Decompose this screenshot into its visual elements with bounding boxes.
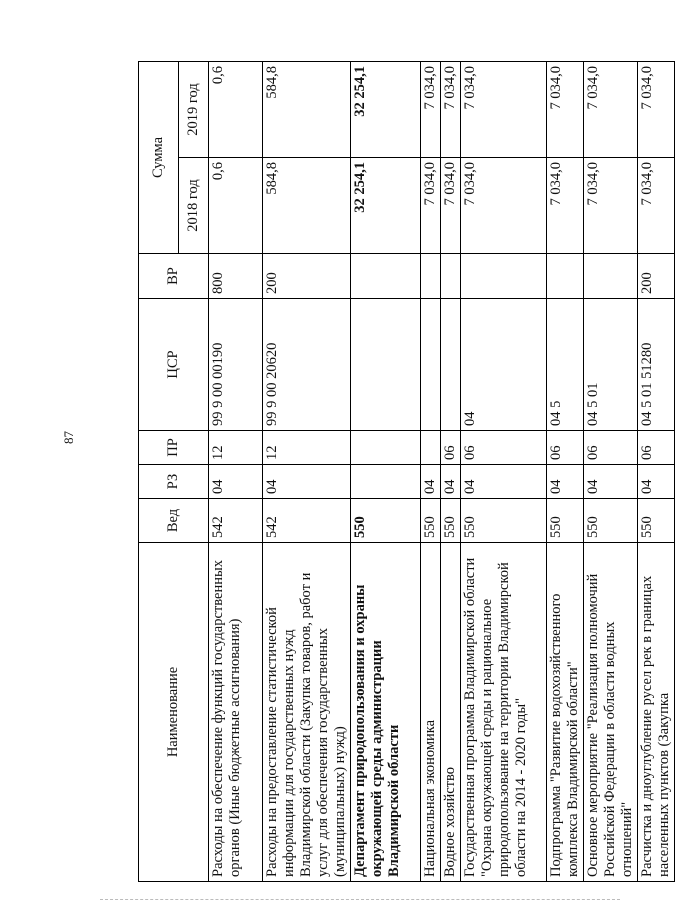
cell-rz: 04 — [441, 465, 461, 499]
page-number: 87 — [61, 431, 76, 444]
cell-vr — [441, 254, 461, 299]
table-row — [584, 62, 638, 882]
cell-csr: 99 9 00 00190 — [209, 299, 263, 431]
budget-table — [138, 61, 675, 882]
cell-vr — [547, 254, 584, 299]
rotated-table-container — [138, 62, 672, 882]
cell-2019: 7 034,0 — [638, 62, 675, 158]
cell-csr — [351, 299, 421, 431]
cell-name: Департамент природопользования и охраны окружающей среды администрации Владимирской области — [351, 543, 421, 882]
cell-pr: 12 — [263, 431, 351, 465]
cell-name: Расходы на обеспечение функций государственных органов (Иные бюджетные ассигнования) — [209, 543, 263, 882]
table-row — [461, 62, 547, 882]
cell-pr: 06 — [461, 431, 547, 465]
cell-vr — [351, 254, 421, 299]
cell-vr — [461, 254, 547, 299]
cell-2018: 7 034,0 — [441, 158, 461, 254]
cell-csr — [421, 299, 441, 431]
cell-pr: 06 — [584, 431, 638, 465]
header-year-2019: 2019 год — [179, 62, 209, 158]
cell-2018: 0,6 — [209, 158, 263, 254]
cell-2019: 7 034,0 — [441, 62, 461, 158]
cell-ved: 550 — [638, 499, 675, 543]
cell-ved: 550 — [441, 499, 461, 543]
cell-ved: 550 — [351, 499, 421, 543]
cell-pr: 06 — [441, 431, 461, 465]
cell-2019: 7 034,0 — [421, 62, 441, 158]
header-vr: ВР — [139, 254, 209, 299]
header-name: Наименование — [139, 543, 209, 882]
cell-csr — [441, 299, 461, 431]
cell-pr: 12 — [209, 431, 263, 465]
cell-rz: 04 — [421, 465, 441, 499]
cell-2018: 32 254,1 — [351, 158, 421, 254]
cell-ved: 550 — [584, 499, 638, 543]
cell-name: Расчистка и дноуглубление русел рек в границах населенных пунктов (Закупка — [638, 543, 675, 882]
cell-rz: 04 — [584, 465, 638, 499]
cell-rz: 04 — [547, 465, 584, 499]
cell-pr: 06 — [547, 431, 584, 465]
header-year-2018: 2018 год — [179, 158, 209, 254]
header-sum: Сумма — [139, 62, 179, 254]
cell-name: Государственная программа Владимирской области "Охрана окружающей среды и рациональное природопользование на территории Владимирской области на 2014 - 2020 годы" — [461, 543, 547, 882]
table-row — [547, 62, 584, 882]
cell-2018: 7 034,0 — [638, 158, 675, 254]
cell-2019: 7 034,0 — [547, 62, 584, 158]
header-ved: Вед — [139, 499, 209, 543]
cell-ved: 550 — [421, 499, 441, 543]
cell-name: Расходы на предоставление статистической информации для государственных нужд Владимирской области (Закупка товаров, работ и услуг для обеспечения государственных (муниципальных) нужд) — [263, 543, 351, 882]
cell-2018: 7 034,0 — [584, 158, 638, 254]
cell-2018: 7 034,0 — [461, 158, 547, 254]
cell-rz: 04 — [461, 465, 547, 499]
cell-vr: 200 — [263, 254, 351, 299]
cell-ved: 542 — [209, 499, 263, 543]
table-row — [638, 62, 675, 882]
cell-rz — [351, 465, 421, 499]
cell-name: Национальная экономика — [421, 543, 441, 882]
cell-2019: 32 254,1 — [351, 62, 421, 158]
cell-2018: 584,8 — [263, 158, 351, 254]
table-row — [441, 62, 461, 882]
table-row — [351, 62, 421, 882]
cell-rz: 04 — [263, 465, 351, 499]
cell-vr: 200 — [638, 254, 675, 299]
table-row — [263, 62, 351, 882]
header-rz: РЗ — [139, 465, 209, 499]
table-row — [421, 62, 441, 882]
cell-rz: 04 — [638, 465, 675, 499]
cell-vr — [584, 254, 638, 299]
cell-name: Подпрограмма "Развитие водохозяйственного комплекса Владимирской области" — [547, 543, 584, 882]
header-csr: ЦСР — [139, 299, 209, 431]
cell-csr: 04 5 — [547, 299, 584, 431]
cell-ved: 542 — [263, 499, 351, 543]
cell-csr: 04 5 01 51280 — [638, 299, 675, 431]
cell-name: Основное мероприятие "Реализация полномочий Российской Федерации в области водных отношений" — [584, 543, 638, 882]
cell-2019: 584,8 — [263, 62, 351, 158]
cell-2019: 7 034,0 — [461, 62, 547, 158]
cell-2018: 7 034,0 — [547, 158, 584, 254]
cell-pr — [351, 431, 421, 465]
scan-edge-marks — [100, 899, 620, 902]
cell-ved: 550 — [547, 499, 584, 543]
cell-name: Водное хозяйство — [441, 543, 461, 882]
table-row — [209, 62, 263, 882]
cell-csr: 99 9 00 20620 — [263, 299, 351, 431]
cell-pr: 06 — [638, 431, 675, 465]
cell-ved: 550 — [461, 499, 547, 543]
header-pr: ПР — [139, 431, 209, 465]
cell-pr — [421, 431, 441, 465]
cell-vr: 800 — [209, 254, 263, 299]
cell-2019: 7 034,0 — [584, 62, 638, 158]
cell-vr — [421, 254, 441, 299]
cell-csr: 04 5 01 — [584, 299, 638, 431]
cell-csr: 04 — [461, 299, 547, 431]
cell-2019: 0,6 — [209, 62, 263, 158]
cell-2018: 7 034,0 — [421, 158, 441, 254]
cell-rz: 04 — [209, 465, 263, 499]
